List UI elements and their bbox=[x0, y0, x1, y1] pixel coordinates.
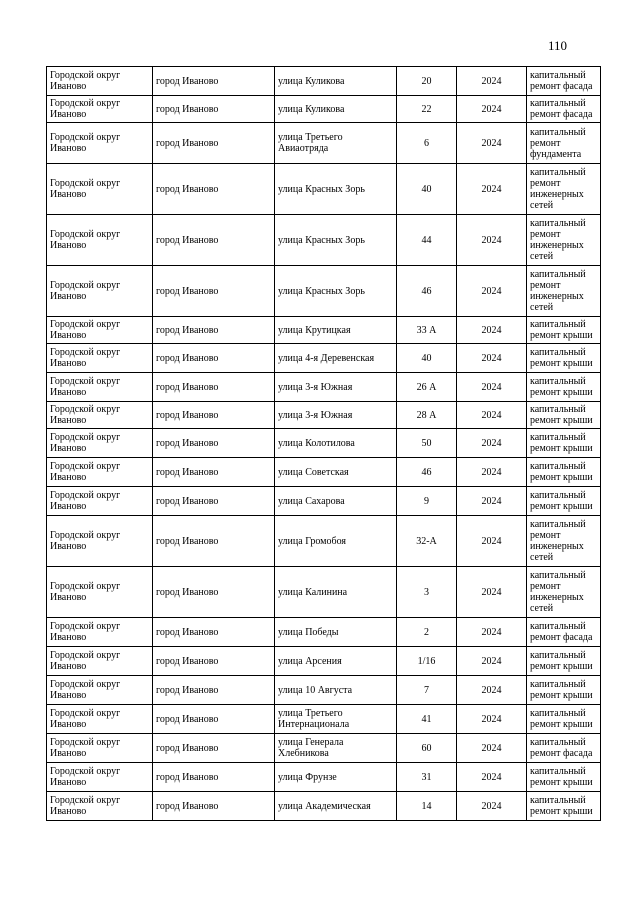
street-cell: улица Арсения bbox=[275, 647, 397, 676]
okrug-cell: Городской округ Иваново bbox=[47, 705, 153, 734]
okrug-cell: Городской округ Иваново bbox=[47, 429, 153, 458]
table-row bbox=[47, 792, 601, 821]
work-type-cell: капитальный ремонт крыши bbox=[527, 402, 601, 429]
street-cell: улица 10 Августа bbox=[275, 676, 397, 705]
city-cell: город Иваново bbox=[153, 763, 275, 792]
registry-table-body bbox=[47, 67, 601, 821]
okrug-cell: Городской округ Иваново bbox=[47, 792, 153, 821]
street-cell: улица 3-я Южная bbox=[275, 373, 397, 402]
okrug-cell: Городской округ Иваново bbox=[47, 164, 153, 215]
year-cell: 2024 bbox=[457, 67, 527, 96]
table-row bbox=[47, 618, 601, 647]
street-cell: улица Сахарова bbox=[275, 487, 397, 516]
table-row bbox=[47, 402, 601, 429]
house-number-cell: 1/16 bbox=[397, 647, 457, 676]
street-cell: улица Куликова bbox=[275, 96, 397, 123]
street-cell: улица 3-я Южная bbox=[275, 402, 397, 429]
work-type-cell: капитальный ремонт крыши bbox=[527, 676, 601, 705]
city-cell: город Иваново bbox=[153, 792, 275, 821]
okrug-cell: Городской округ Иваново bbox=[47, 647, 153, 676]
year-cell: 2024 bbox=[457, 792, 527, 821]
okrug-cell: Городской округ Иваново bbox=[47, 67, 153, 96]
street-cell: улица Громобоя bbox=[275, 516, 397, 567]
year-cell: 2024 bbox=[457, 402, 527, 429]
table-row bbox=[47, 344, 601, 373]
city-cell: город Иваново bbox=[153, 215, 275, 266]
city-cell: город Иваново bbox=[153, 266, 275, 317]
table-row bbox=[47, 96, 601, 123]
okrug-cell: Городской округ Иваново bbox=[47, 516, 153, 567]
house-number-cell: 31 bbox=[397, 763, 457, 792]
house-number-cell: 20 bbox=[397, 67, 457, 96]
okrug-cell: Городской округ Иваново bbox=[47, 763, 153, 792]
work-type-cell: капитальный ремонт крыши bbox=[527, 487, 601, 516]
table-row bbox=[47, 266, 601, 317]
work-type-cell: капитальный ремонт фасада bbox=[527, 96, 601, 123]
year-cell: 2024 bbox=[457, 458, 527, 487]
year-cell: 2024 bbox=[457, 516, 527, 567]
work-type-cell: капитальный ремонт крыши bbox=[527, 458, 601, 487]
work-type-cell: капитальный ремонт инженерных сетей bbox=[527, 215, 601, 266]
city-cell: город Иваново bbox=[153, 344, 275, 373]
city-cell: город Иваново bbox=[153, 96, 275, 123]
city-cell: город Иваново bbox=[153, 734, 275, 763]
street-cell: улица Академическая bbox=[275, 792, 397, 821]
street-cell: улица Калинина bbox=[275, 567, 397, 618]
city-cell: город Иваново bbox=[153, 487, 275, 516]
table-row bbox=[47, 317, 601, 344]
year-cell: 2024 bbox=[457, 763, 527, 792]
street-cell: улица Красных Зорь bbox=[275, 215, 397, 266]
okrug-cell: Городской округ Иваново bbox=[47, 487, 153, 516]
house-number-cell: 44 bbox=[397, 215, 457, 266]
registry-table bbox=[46, 66, 601, 821]
street-cell: улица Фрунзе bbox=[275, 763, 397, 792]
okrug-cell: Городской округ Иваново bbox=[47, 618, 153, 647]
house-number-cell: 22 bbox=[397, 96, 457, 123]
work-type-cell: капитальный ремонт инженерных сетей bbox=[527, 164, 601, 215]
year-cell: 2024 bbox=[457, 647, 527, 676]
street-cell: улица Победы bbox=[275, 618, 397, 647]
street-cell: улица Генерала Хлебникова bbox=[275, 734, 397, 763]
table-row bbox=[47, 164, 601, 215]
house-number-cell: 3 bbox=[397, 567, 457, 618]
city-cell: город Иваново bbox=[153, 317, 275, 344]
house-number-cell: 40 bbox=[397, 344, 457, 373]
table-row bbox=[47, 429, 601, 458]
work-type-cell: капитальный ремонт крыши bbox=[527, 373, 601, 402]
house-number-cell: 14 bbox=[397, 792, 457, 821]
year-cell: 2024 bbox=[457, 567, 527, 618]
okrug-cell: Городской округ Иваново bbox=[47, 317, 153, 344]
house-number-cell: 26 А bbox=[397, 373, 457, 402]
year-cell: 2024 bbox=[457, 429, 527, 458]
okrug-cell: Городской округ Иваново bbox=[47, 567, 153, 618]
okrug-cell: Городской округ Иваново bbox=[47, 402, 153, 429]
okrug-cell: Городской округ Иваново bbox=[47, 215, 153, 266]
city-cell: город Иваново bbox=[153, 373, 275, 402]
house-number-cell: 46 bbox=[397, 458, 457, 487]
house-number-cell: 28 А bbox=[397, 402, 457, 429]
city-cell: город Иваново bbox=[153, 67, 275, 96]
page-number: 110 bbox=[548, 38, 568, 53]
year-cell: 2024 bbox=[457, 123, 527, 164]
work-type-cell: капитальный ремонт инженерных сетей bbox=[527, 567, 601, 618]
house-number-cell: 9 bbox=[397, 487, 457, 516]
work-type-cell: капитальный ремонт крыши bbox=[527, 344, 601, 373]
work-type-cell: капитальный ремонт крыши bbox=[527, 429, 601, 458]
year-cell: 2024 bbox=[457, 344, 527, 373]
work-type-cell: капитальный ремонт крыши bbox=[527, 705, 601, 734]
house-number-cell: 7 bbox=[397, 676, 457, 705]
street-cell: улица Куликова bbox=[275, 67, 397, 96]
year-cell: 2024 bbox=[457, 96, 527, 123]
table-row bbox=[47, 763, 601, 792]
city-cell: город Иваново bbox=[153, 402, 275, 429]
street-cell: улица Красных Зорь bbox=[275, 164, 397, 215]
okrug-cell: Городской округ Иваново bbox=[47, 676, 153, 705]
house-number-cell: 2 bbox=[397, 618, 457, 647]
work-type-cell: капитальный ремонт крыши bbox=[527, 763, 601, 792]
work-type-cell: капитальный ремонт фасада bbox=[527, 618, 601, 647]
city-cell: город Иваново bbox=[153, 567, 275, 618]
city-cell: город Иваново bbox=[153, 705, 275, 734]
work-type-cell: капитальный ремонт фундамента bbox=[527, 123, 601, 164]
street-cell: улица Красных Зорь bbox=[275, 266, 397, 317]
house-number-cell: 6 bbox=[397, 123, 457, 164]
house-number-cell: 41 bbox=[397, 705, 457, 734]
okrug-cell: Городской округ Иваново bbox=[47, 458, 153, 487]
year-cell: 2024 bbox=[457, 215, 527, 266]
street-cell: улица 4-я Деревенская bbox=[275, 344, 397, 373]
table-row bbox=[47, 647, 601, 676]
table-row bbox=[47, 123, 601, 164]
house-number-cell: 32-А bbox=[397, 516, 457, 567]
table-row bbox=[47, 516, 601, 567]
table-row bbox=[47, 215, 601, 266]
year-cell: 2024 bbox=[457, 734, 527, 763]
year-cell: 2024 bbox=[457, 266, 527, 317]
work-type-cell: капитальный ремонт крыши bbox=[527, 792, 601, 821]
city-cell: город Иваново bbox=[153, 676, 275, 705]
house-number-cell: 50 bbox=[397, 429, 457, 458]
year-cell: 2024 bbox=[457, 676, 527, 705]
house-number-cell: 33 А bbox=[397, 317, 457, 344]
year-cell: 2024 bbox=[457, 317, 527, 344]
work-type-cell: капитальный ремонт фасада bbox=[527, 734, 601, 763]
work-type-cell: капитальный ремонт инженерных сетей bbox=[527, 266, 601, 317]
street-cell: улица Третьего Авиаотряда bbox=[275, 123, 397, 164]
okrug-cell: Городской округ Иваново bbox=[47, 373, 153, 402]
city-cell: город Иваново bbox=[153, 647, 275, 676]
street-cell: улица Советская bbox=[275, 458, 397, 487]
year-cell: 2024 bbox=[457, 164, 527, 215]
table-row bbox=[47, 567, 601, 618]
city-cell: город Иваново bbox=[153, 164, 275, 215]
street-cell: улица Крутицкая bbox=[275, 317, 397, 344]
city-cell: город Иваново bbox=[153, 618, 275, 647]
table-row bbox=[47, 373, 601, 402]
year-cell: 2024 bbox=[457, 705, 527, 734]
city-cell: город Иваново bbox=[153, 429, 275, 458]
table-row bbox=[47, 67, 601, 96]
work-type-cell: капитальный ремонт фасада bbox=[527, 67, 601, 96]
okrug-cell: Городской округ Иваново bbox=[47, 344, 153, 373]
city-cell: город Иваново bbox=[153, 458, 275, 487]
okrug-cell: Городской округ Иваново bbox=[47, 734, 153, 763]
year-cell: 2024 bbox=[457, 487, 527, 516]
table-row bbox=[47, 458, 601, 487]
table-row bbox=[47, 734, 601, 763]
year-cell: 2024 bbox=[457, 618, 527, 647]
city-cell: город Иваново bbox=[153, 516, 275, 567]
street-cell: улица Третьего Интернационала bbox=[275, 705, 397, 734]
work-type-cell: капитальный ремонт крыши bbox=[527, 647, 601, 676]
work-type-cell: капитальный ремонт крыши bbox=[527, 317, 601, 344]
year-cell: 2024 bbox=[457, 373, 527, 402]
okrug-cell: Городской округ Иваново bbox=[47, 123, 153, 164]
table-row bbox=[47, 676, 601, 705]
city-cell: город Иваново bbox=[153, 123, 275, 164]
okrug-cell: Городской округ Иваново bbox=[47, 96, 153, 123]
okrug-cell: Городской округ Иваново bbox=[47, 266, 153, 317]
table-row bbox=[47, 487, 601, 516]
house-number-cell: 60 bbox=[397, 734, 457, 763]
work-type-cell: капитальный ремонт инженерных сетей bbox=[527, 516, 601, 567]
house-number-cell: 40 bbox=[397, 164, 457, 215]
street-cell: улица Колотилова bbox=[275, 429, 397, 458]
table-row bbox=[47, 705, 601, 734]
house-number-cell: 46 bbox=[397, 266, 457, 317]
